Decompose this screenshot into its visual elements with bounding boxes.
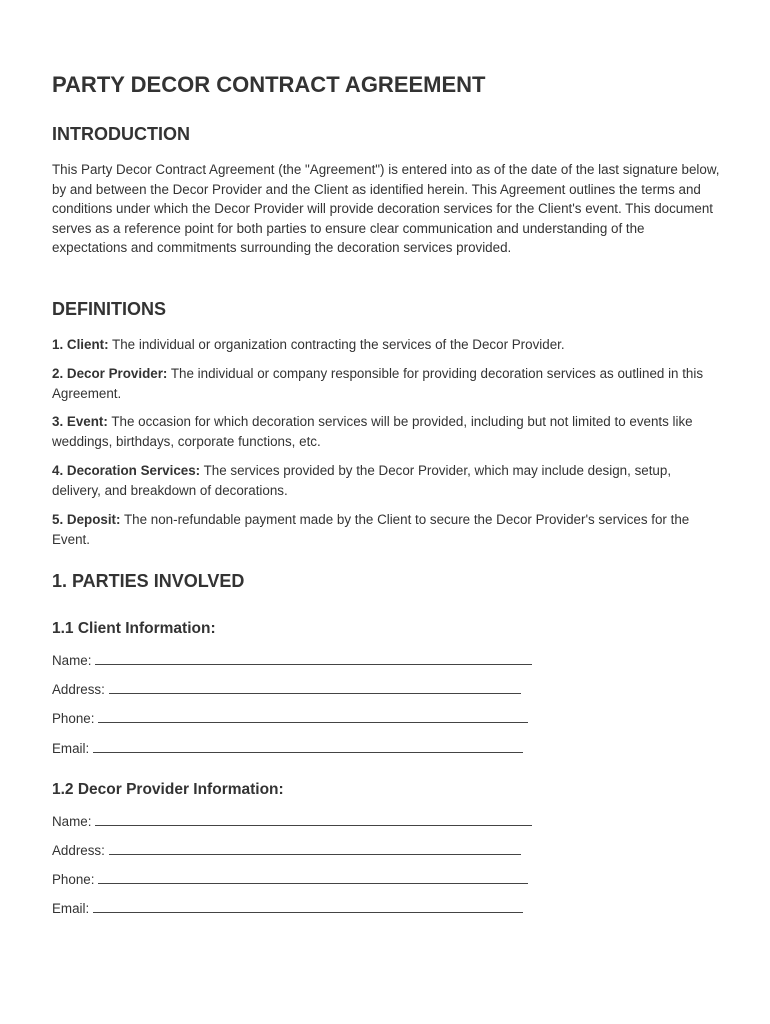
client-name-field[interactable] xyxy=(52,652,532,668)
definitions-heading: DEFINITIONS xyxy=(52,299,167,319)
definition-item-client xyxy=(52,335,722,355)
provider-email-line[interactable] xyxy=(93,900,523,913)
document-title: PARTY DECOR CONTRACT AGREEMENT xyxy=(52,72,486,97)
provider-phone-field[interactable] xyxy=(52,871,528,887)
definition-text: The individual or company responsible for providing decoration services as outlined in this Agreement. xyxy=(52,366,704,401)
definition-term: Decor Provider: xyxy=(66,366,168,381)
provider-name-line[interactable] xyxy=(95,813,532,826)
definition-number: 5. xyxy=(52,512,64,527)
definition-term: Decoration Services: xyxy=(66,463,201,478)
client-address-line[interactable] xyxy=(109,681,521,694)
client-phone-field[interactable] xyxy=(52,710,528,726)
definition-item-decoration-services xyxy=(52,461,722,500)
field-label: Address: xyxy=(52,843,105,858)
parties-heading: 1. PARTIES INVOLVED xyxy=(52,571,245,591)
field-label: Email: xyxy=(52,901,90,916)
definition-term: Deposit: xyxy=(66,512,121,527)
provider-email-field[interactable] xyxy=(52,900,523,916)
introduction-heading: INTRODUCTION xyxy=(52,124,190,144)
definition-number: 3. xyxy=(52,414,64,429)
client-email-field[interactable] xyxy=(52,740,523,756)
client-email-line[interactable] xyxy=(93,740,523,753)
field-label: Email: xyxy=(52,741,90,756)
definition-item-event xyxy=(52,412,722,451)
provider-phone-line[interactable] xyxy=(98,871,528,884)
provider-address-field[interactable] xyxy=(52,842,521,858)
definition-term: Client: xyxy=(66,337,109,352)
definition-text: The occasion for which decoration services will be provided, including but not limited to events like weddings, birthdays, corporate functions, etc. xyxy=(52,414,693,449)
definition-item-deposit xyxy=(52,510,722,549)
field-label: Name: xyxy=(52,653,92,668)
provider-info-heading: 1.2 Decor Provider Information: xyxy=(52,781,284,798)
client-name-line[interactable] xyxy=(95,652,532,665)
introduction-text: This Party Decor Contract Agreement (the "Agreement") is entered into as of the date of the last signature below, by and between the Decor Provider and the Client as identified herein. This Agreement outlines the terms and conditions under which the Decor Provider will provide decoration services for the Client's event. This document serves as a reference point for both parties to ensure clear communication and understanding of the expectations and commitments surrounding the decoration services provided. xyxy=(52,162,720,256)
definition-number: 2. xyxy=(52,366,64,381)
field-label: Address: xyxy=(52,682,105,697)
definition-term: Event: xyxy=(66,414,108,429)
definition-text: The individual or organization contracting the services of the Decor Provider. xyxy=(112,337,565,352)
definition-number: 1. xyxy=(52,337,64,352)
provider-address-line[interactable] xyxy=(109,842,521,855)
definition-text: The non-refundable payment made by the Client to secure the Decor Provider's services for the Event. xyxy=(52,512,690,547)
definition-text: The services provided by the Decor Provider, which may include design, setup, delivery, and breakdown of decorations. xyxy=(52,463,672,498)
definition-number: 4. xyxy=(52,463,64,478)
field-label: Phone: xyxy=(52,711,95,726)
client-info-heading: 1.1 Client Information: xyxy=(52,620,216,637)
client-address-field[interactable] xyxy=(52,681,521,697)
definition-item-decor-provider xyxy=(52,364,722,403)
provider-name-field[interactable] xyxy=(52,813,532,829)
field-label: Phone: xyxy=(52,872,95,887)
field-label: Name: xyxy=(52,814,92,829)
client-phone-line[interactable] xyxy=(98,710,528,723)
